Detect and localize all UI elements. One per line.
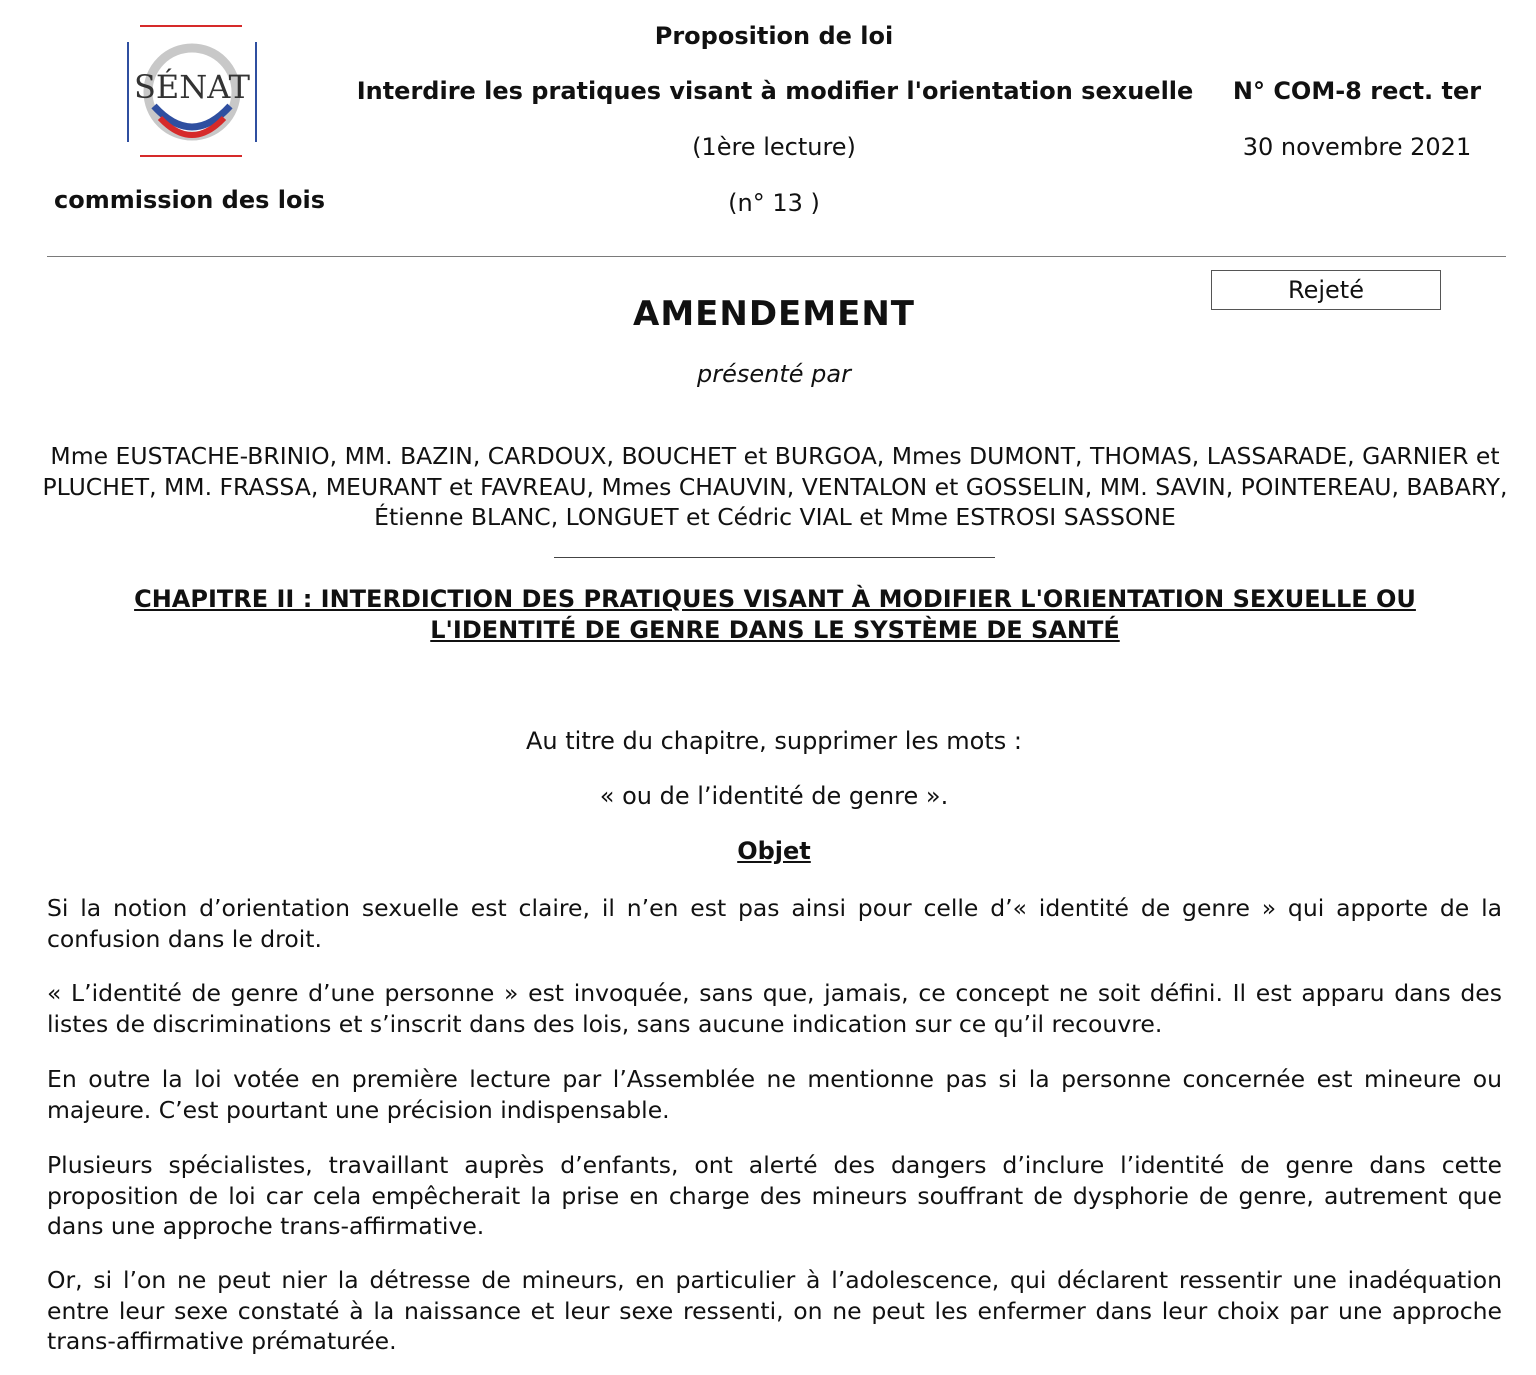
amendment-date: 30 novembre 2021 bbox=[1242, 133, 1472, 161]
commission-label: commission des lois bbox=[54, 186, 326, 214]
dispositif-instruction: Au titre du chapitre, supprimer les mots : bbox=[526, 727, 1022, 755]
objet-heading: Objet bbox=[737, 837, 811, 865]
dispositif-quote: « ou de l’identité de genre ». bbox=[599, 782, 949, 810]
presented-by-label: présenté par bbox=[697, 360, 851, 388]
senat-logo-graphic bbox=[118, 22, 266, 162]
senat-logo-text: SÉNAT bbox=[134, 68, 250, 106]
proposition-label: Proposition de loi bbox=[654, 22, 894, 50]
objet-paragraph: Plusieurs spécialistes, travaillant auprès d’enfants, ont alerté des dangers d’inclure l’identité de genre dans cette proposition de loi car cela empêcherait la prise en charge des mineurs souffrant de dysphorie de genre, autrement que dans une approche trans-affirmative. bbox=[47, 1151, 1502, 1240]
bill-title: Interdire les pratiques visant à modifier l'orientation sexuelle bbox=[356, 77, 1194, 105]
section-divider bbox=[554, 557, 995, 558]
header-divider bbox=[47, 256, 1506, 257]
objet-paragraph: « L’identité de genre d’une personne » est invoquée, sans que, jamais, ce concept ne soit défini. Il est apparu dans des listes de discriminations et s’inscrit dans des lois, sans aucune indication sur ce qu’il recouvre. bbox=[47, 979, 1502, 1038]
status-badge: Rejeté bbox=[1211, 270, 1441, 310]
objet-paragraph: Si la notion d’orientation sexuelle est claire, il n’en est pas ainsi pour celle d’« identité de genre » qui apporte de la confusion dans le droit. bbox=[47, 894, 1502, 953]
objet-paragraph: En outre la loi votée en première lecture par l’Assemblée ne mentionne pas si la personne concernée est mineure ou majeure. C’est pourtant une précision indispensable. bbox=[47, 1065, 1502, 1124]
chapter-heading: CHAPITRE II : INTERDICTION DES PRATIQUES VISANT À MODIFIER L'ORIENTATION SEXUELLE OU L'IDENTITÉ DE GENRE DANS LE SYSTÈME DE SANTÉ bbox=[134, 585, 1416, 644]
page-title: AMENDEMENT bbox=[633, 294, 915, 334]
lecture-label: (1ère lecture) bbox=[692, 133, 856, 161]
bill-number: (n° 13 ) bbox=[728, 189, 820, 217]
objet-paragraph: Or, si l’on ne peut nier la détresse de mineurs, en particulier à l’adolescence, qui déclarent ressentir une inadéquation entre leur sexe constaté à la naissance et leur sexe ressenti, on ne peut les enfermer dans leur choix par une approche trans-affirmative prématurée. bbox=[47, 1266, 1502, 1355]
senat-logo bbox=[118, 22, 266, 162]
authors-list: Mme EUSTACHE-BRINIO, MM. BAZIN, CARDOUX, BOUCHET et BURGOA, Mmes DUMONT, THOMAS, LASSARADE, GARNIER et PLUCHET, MM. FRASSA, MEURANT et FAVREAU, Mmes CHAUVIN, VENTALON et GOSSELIN, MM. SAVIN, POINTEREAU, BABARY, Étienne BLANC, LONGUET et Cédric VIAL et Mme ESTROSI SASSONE bbox=[42, 442, 1508, 531]
amendment-number: N° COM-8 rect. ter bbox=[1232, 77, 1482, 105]
